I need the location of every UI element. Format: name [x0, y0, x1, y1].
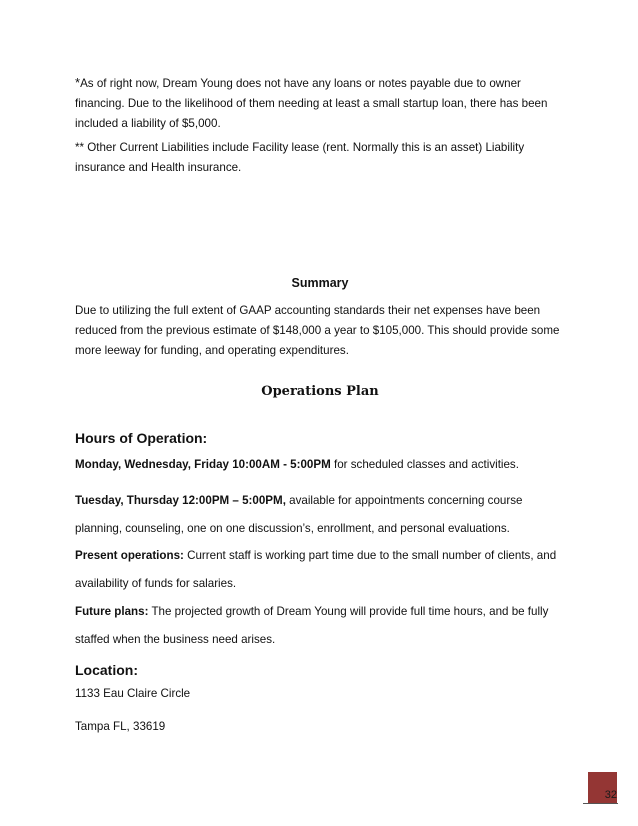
hours-mwf-days: Monday, Wednesday, Friday 10:00AM - 5:00PM [75, 458, 331, 471]
location-city: Tampa FL, 33619 [75, 720, 166, 733]
hours-of-operation-heading: Hours of Operation: [75, 430, 208, 446]
note-1-asterisk: * [75, 75, 81, 90]
present-operations-label: Present operations: [75, 549, 184, 562]
page-number-rule [583, 803, 618, 804]
location-heading: Location: [75, 662, 138, 678]
summary-paragraph: Due to utilizing the full extent of GAAP accounting standards their net expenses have been reduced from the previous estimate of $148,000 a year to $105,000. This should provide some more leeway for funding, and operating expenditures. [75, 304, 560, 357]
future-plans-label: Future plans: [75, 605, 149, 618]
future-plans-text: The projected growth of Dream Young will provide full time hours, and be fully staffed when the business need arises. [75, 605, 549, 646]
hours-tt-text: available for appointments concerning course planning, counseling, one on one discussion’s, enrollment, and personal evaluations. [75, 494, 523, 535]
note-1 [75, 73, 565, 134]
future-plans [75, 598, 565, 654]
present-operations [75, 542, 565, 598]
hours-tt-days: Tuesday, Thursday 12:00PM – 5:00PM, [75, 494, 286, 507]
summary-heading: Summary [291, 276, 349, 290]
present-operations-text: Current staff is working part time due to the small number of clients, and availability of funds for salaries. [75, 549, 557, 590]
note-1-text: As of right now, Dream Young does not have any loans or notes payable due to owner financing. Due to the likelihood of them needing at least a small startup loan, there has been included a liability of $5,000. [75, 77, 548, 130]
operations-plan-heading: Operations Plan [261, 384, 379, 399]
page-number: 32 [604, 789, 617, 801]
hours-mwf-text: for scheduled classes and activities. [330, 458, 519, 471]
note-2: ** Other Current Liabilities include Facility lease (rent. Normally this is an asset) Liability insurance and Health insurance. [75, 141, 525, 174]
location-street: 1133 Eau Claire Circle [75, 687, 191, 700]
hours-mwf [75, 455, 565, 475]
hours-tt [75, 487, 565, 543]
